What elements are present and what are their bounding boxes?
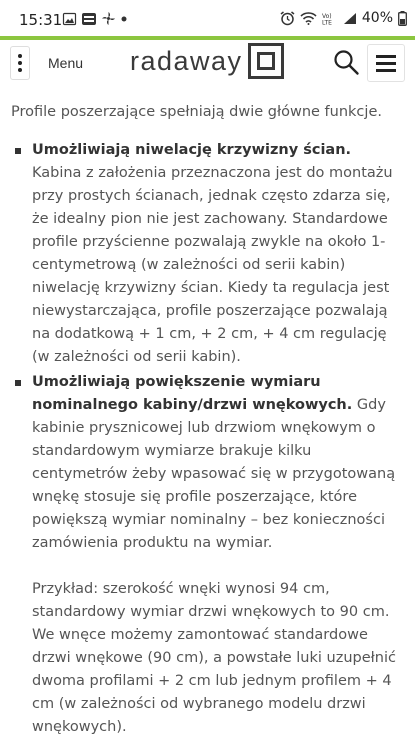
kebab-menu-icon xyxy=(10,46,30,80)
bullet-title: Umożliwiają niwelację krzywizny ścian. xyxy=(32,142,352,158)
fan-icon xyxy=(102,12,115,25)
intro-paragraph: Profile poszerzające spełniają dwie główne funkcje. xyxy=(11,104,382,120)
feature-list xyxy=(0,139,415,739)
logo-text: radaway xyxy=(130,45,243,76)
bullet-text: Gdy kabinie prysznicowej lub drzwiom wnękowym o standardowym wymiarze brakuje kilku centymetrów żeby wpasować się w przygotowaną wnękę stosuje się profile poszerzające, które powiększą wymiar nominalny – bez konieczności zamówienia produktu na wymiar. xyxy=(32,397,396,551)
bullet-text: Kabina z założenia przeznaczona jest do montażu przy prostych ścianach, jednak często zdarza się, że idealny pion nie jest zachowany. Standardowe profile przyścienne pozwalają zwykle na około 1-centymetrową (w zależności od serii kabin) niwelację krzywizny ścian. Kiedy ta regulacja jest niewystarczająca, profile poszerzające pozwalają na dodatkową + 1 cm, + 2 cm, + 4 cm regulację (w zależności od serii kabin). xyxy=(32,165,393,365)
hamburger-icon xyxy=(376,55,396,58)
status-bar xyxy=(0,0,415,36)
gallery-icon xyxy=(63,13,76,25)
list-item xyxy=(0,139,415,369)
bullet-marker xyxy=(15,148,21,154)
battery-percent: 40% xyxy=(361,10,393,26)
status-time: 15:31 xyxy=(19,11,63,29)
battery-icon xyxy=(398,11,407,26)
logo-square-icon xyxy=(248,43,284,79)
system-icons xyxy=(280,10,407,26)
site-header xyxy=(0,40,415,87)
radaway-logo[interactable] xyxy=(130,43,284,79)
menu-label: Menu xyxy=(48,55,84,71)
lte-icon xyxy=(322,12,338,25)
svg-text:LTE: LTE xyxy=(321,19,332,26)
search-icon[interactable] xyxy=(333,49,359,75)
hamburger-menu-button[interactable] xyxy=(367,44,405,82)
svg-text:Vo): Vo) xyxy=(321,12,332,20)
list-item xyxy=(0,371,415,739)
menu-button[interactable] xyxy=(10,46,83,80)
example-paragraph: Przykład: szerokość wnęki wynosi 94 cm, standardowy wymiar drzwi wnękowych to 90 cm. We wnęce możemy zamontować standardowe drzwi wnękowe (90 cm), a powstałe luki uzupełnić dwoma profilami + 2 cm lub jednym profilem + 4 cm (w zależności od wybranego modelu drzwi wnękowych). xyxy=(32,581,396,735)
notification-icons xyxy=(63,12,127,25)
wifi-icon xyxy=(300,12,317,25)
app-badge-icon xyxy=(82,13,96,25)
signal-icon xyxy=(343,12,357,25)
bullet-title: Umożliwiają powiększenie wymiaru nominalnego kabiny/drzwi wnękowych. xyxy=(32,374,353,413)
alarm-icon xyxy=(280,11,295,26)
dot-icon xyxy=(121,16,127,22)
bullet-marker xyxy=(15,380,21,386)
